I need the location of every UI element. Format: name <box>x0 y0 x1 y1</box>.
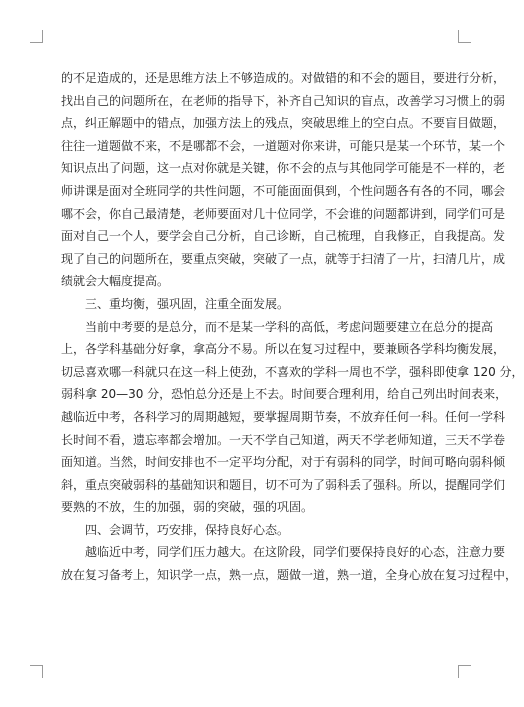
text-line: 越临近中考，同学们压力越大。在这阶段，同学们要保持良好的心态，注意力要 <box>85 545 506 560</box>
text-line: 面对自己一个人，要学会自己分析，自己诊断，自己梳理，自我修正，自我提高。发 <box>61 229 506 244</box>
crop-mark-bottom-left <box>30 665 43 678</box>
text-line: 找出自己的问题所在，在老师的指导下，补齐自己知识的盲点，改善学习习惯上的弱 <box>61 93 506 108</box>
text-line: 斜，重点突破弱科的基础知识和题目，切不可为了弱科丢了强科。所以，提醒同学们 <box>61 477 506 492</box>
text-line: 上，各学科基础分好拿，拿高分不易。所以在复习过程中，要兼顾各学科均衡发展， <box>61 342 506 357</box>
text-line: 四、会调节，巧安排，保持良好心态。 <box>85 522 290 537</box>
text-line: 点，纠正解题中的错点，加强方法上的残点，突破思维上的空白点。不要盲目做题， <box>61 116 506 131</box>
crop-mark-bottom-right <box>458 665 471 678</box>
text-line: 放在复习备考上，知识学一点，熟一点，题做一道，熟一道，全身心放在复习过程中， <box>61 568 518 583</box>
text-line: 越临近中考，各科学习的周期越短，要掌握周期节奏，不放弃任何一科。任何一学科 <box>61 409 506 424</box>
text-line: 面知道。当然，时间安排也不一定平均分配，对于有弱科的同学，时间可略向弱科倾 <box>61 455 506 470</box>
text-line: 长时间不看，遗忘率都会增加。一天不学自己知道，两天不学老师知道，三天不学卷 <box>61 432 506 447</box>
text-line: 切忌喜欢哪一科就只在这一科上使劲，不喜欢的学科一周也不学，强科即使拿 120 分， <box>61 364 524 379</box>
text-line: 往往一道题做不来，不是哪都不会，一道题对你来讲，可能只是某一个环节，某一个 <box>61 138 506 153</box>
text-line: 弱科拿 20—30 分，恐怕总分还是上不去。时间要合理利用，给自己列出时间表来， <box>61 387 508 402</box>
text-line: 现了自己的问题所在，要重点突破，突破了一点，就等于扫清了一片，扫清几片，成 <box>61 251 506 266</box>
text-line: 绩就会大幅度提高。 <box>61 274 170 289</box>
text-line: 师讲课是面对全班同学的共性问题，不可能面面俱到，个性问题各有各的不同，哪会 <box>61 183 506 198</box>
text-line: 的不足造成的，还是思维方法上不够造成的。对做错的和不会的题目，要进行分析， <box>61 71 506 85</box>
crop-mark-top-left <box>30 30 43 43</box>
text-line: 三、重均衡，强巩固，注重全面发展。 <box>85 296 290 311</box>
crop-mark-top-right <box>458 30 471 43</box>
text-line: 哪不会，你自己最清楚，老师要面对几十位同学，不会谁的问题都讲到，同学们可是 <box>61 206 506 221</box>
text-line: 当前中考要的是总分，而不是某一学科的高低，考虑问题要建立在总分的提高 <box>85 319 494 334</box>
text-line: 知识点出了问题，这一点对你就是关键，你不会的点与其他同学可能是不一样的，老 <box>61 161 506 176</box>
text-line: 要熟的不放，生的加强，弱的突破，强的巩固。 <box>61 500 314 515</box>
document-body <box>61 67 524 587</box>
